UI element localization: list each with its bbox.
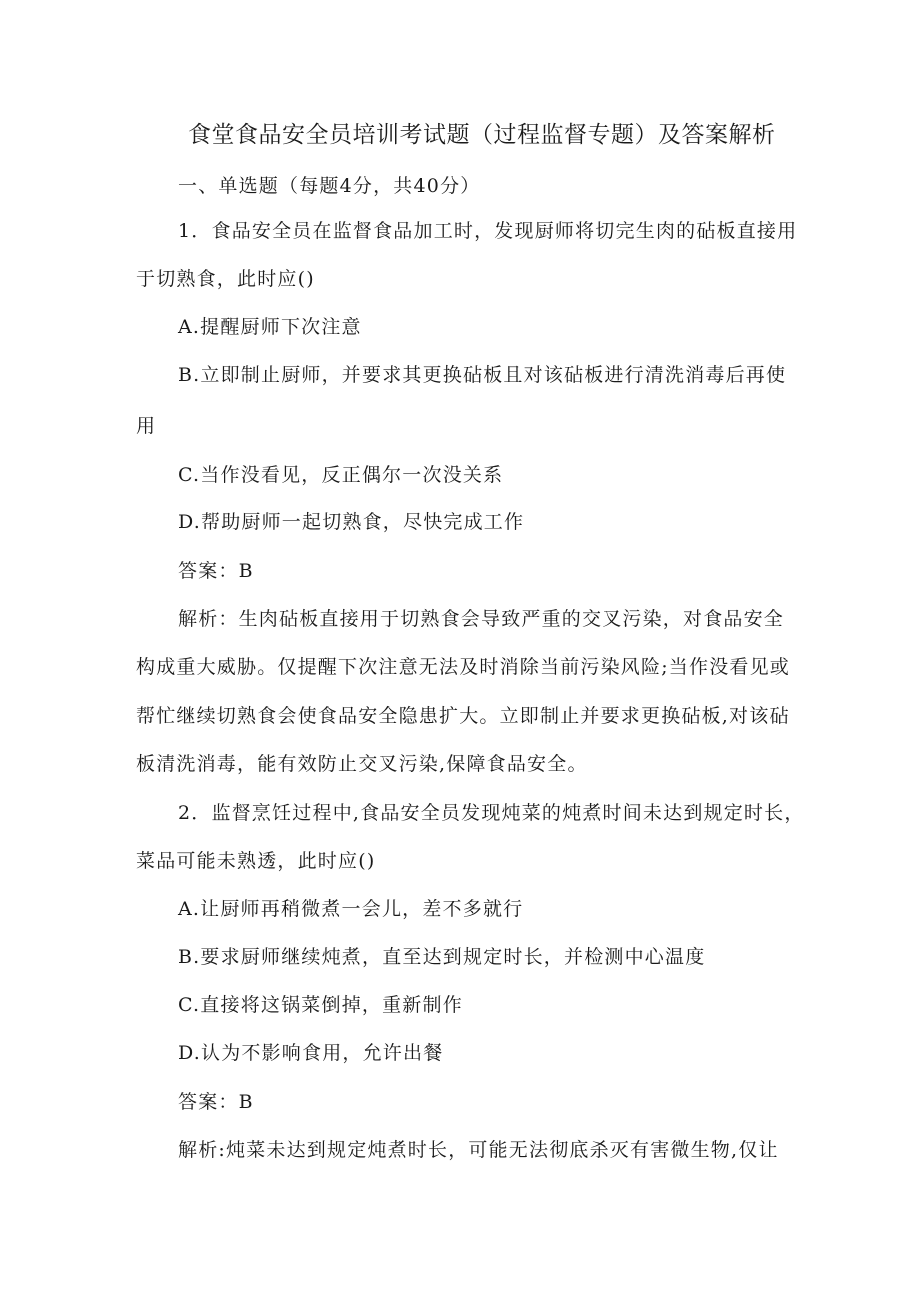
q1-analysis-line3: 帮忙继续切熟食会使食品安全隐患扩大。立即制止并要求更换砧板,对该砧	[136, 705, 790, 727]
q1-analysis-line2: 构成重大威胁。仅提醒下次注意无法及时消除当前污染风险;当作没看见或	[136, 656, 791, 678]
q1-option-d: D.帮助厨师一起切熟食，尽快完成工作	[178, 511, 525, 533]
q2-option-c: C.直接将这锅菜倒掉，重新制作	[178, 994, 463, 1016]
q1-stem-line2: 于切熟食，此时应()	[136, 268, 315, 290]
q1-stem-line1: 1．食品安全员在监督食品加工时，发现厨师将切完生肉的砧板直接用	[178, 220, 798, 242]
q2-stem-line2: 菜品可能未熟透，此时应()	[136, 850, 376, 872]
section-heading: 一、单选题（每题4分，共40分）	[178, 175, 481, 197]
q2-option-a: A.让厨师再稍微煮一会儿，差不多就行	[178, 898, 524, 920]
q1-analysis-line4: 板清洗消毒，能有效防止交叉污染,保障食品安全。	[136, 753, 588, 775]
q2-stem-line1: 2．监督烹饪过程中,食品安全员发现炖菜的炖煮时间未达到规定时长，	[178, 802, 805, 824]
q2-answer: 答案：B	[178, 1091, 254, 1113]
q2-option-d: D.认为不影响食用，允许出餐	[178, 1042, 444, 1064]
q1-option-b-line1: B.立即制止厨师，并要求其更换砧板且对该砧板进行清洗消毒后再使	[178, 364, 787, 386]
q1-option-b-line2: 用	[136, 415, 157, 437]
q2-analysis-line1: 解析:炖菜未达到规定炖煮时长，可能无法彻底杀灭有害微生物,仅让	[178, 1139, 779, 1161]
q1-answer: 答案：B	[178, 560, 254, 582]
q1-analysis-line1: 解析：生肉砧板直接用于切熟食会导致严重的交叉污染，对食品安全	[178, 608, 785, 630]
document-title: 食堂食品安全员培训考试题（过程监督专题）及答案解析	[188, 122, 776, 148]
q1-option-c: C.当作没看见，反正偶尔一次没关系	[178, 464, 504, 486]
q2-option-b: B.要求厨师继续炖煮，直至达到规定时长，并检测中心温度	[178, 946, 706, 968]
q1-option-a: A.提醒厨师下次注意	[178, 316, 362, 338]
